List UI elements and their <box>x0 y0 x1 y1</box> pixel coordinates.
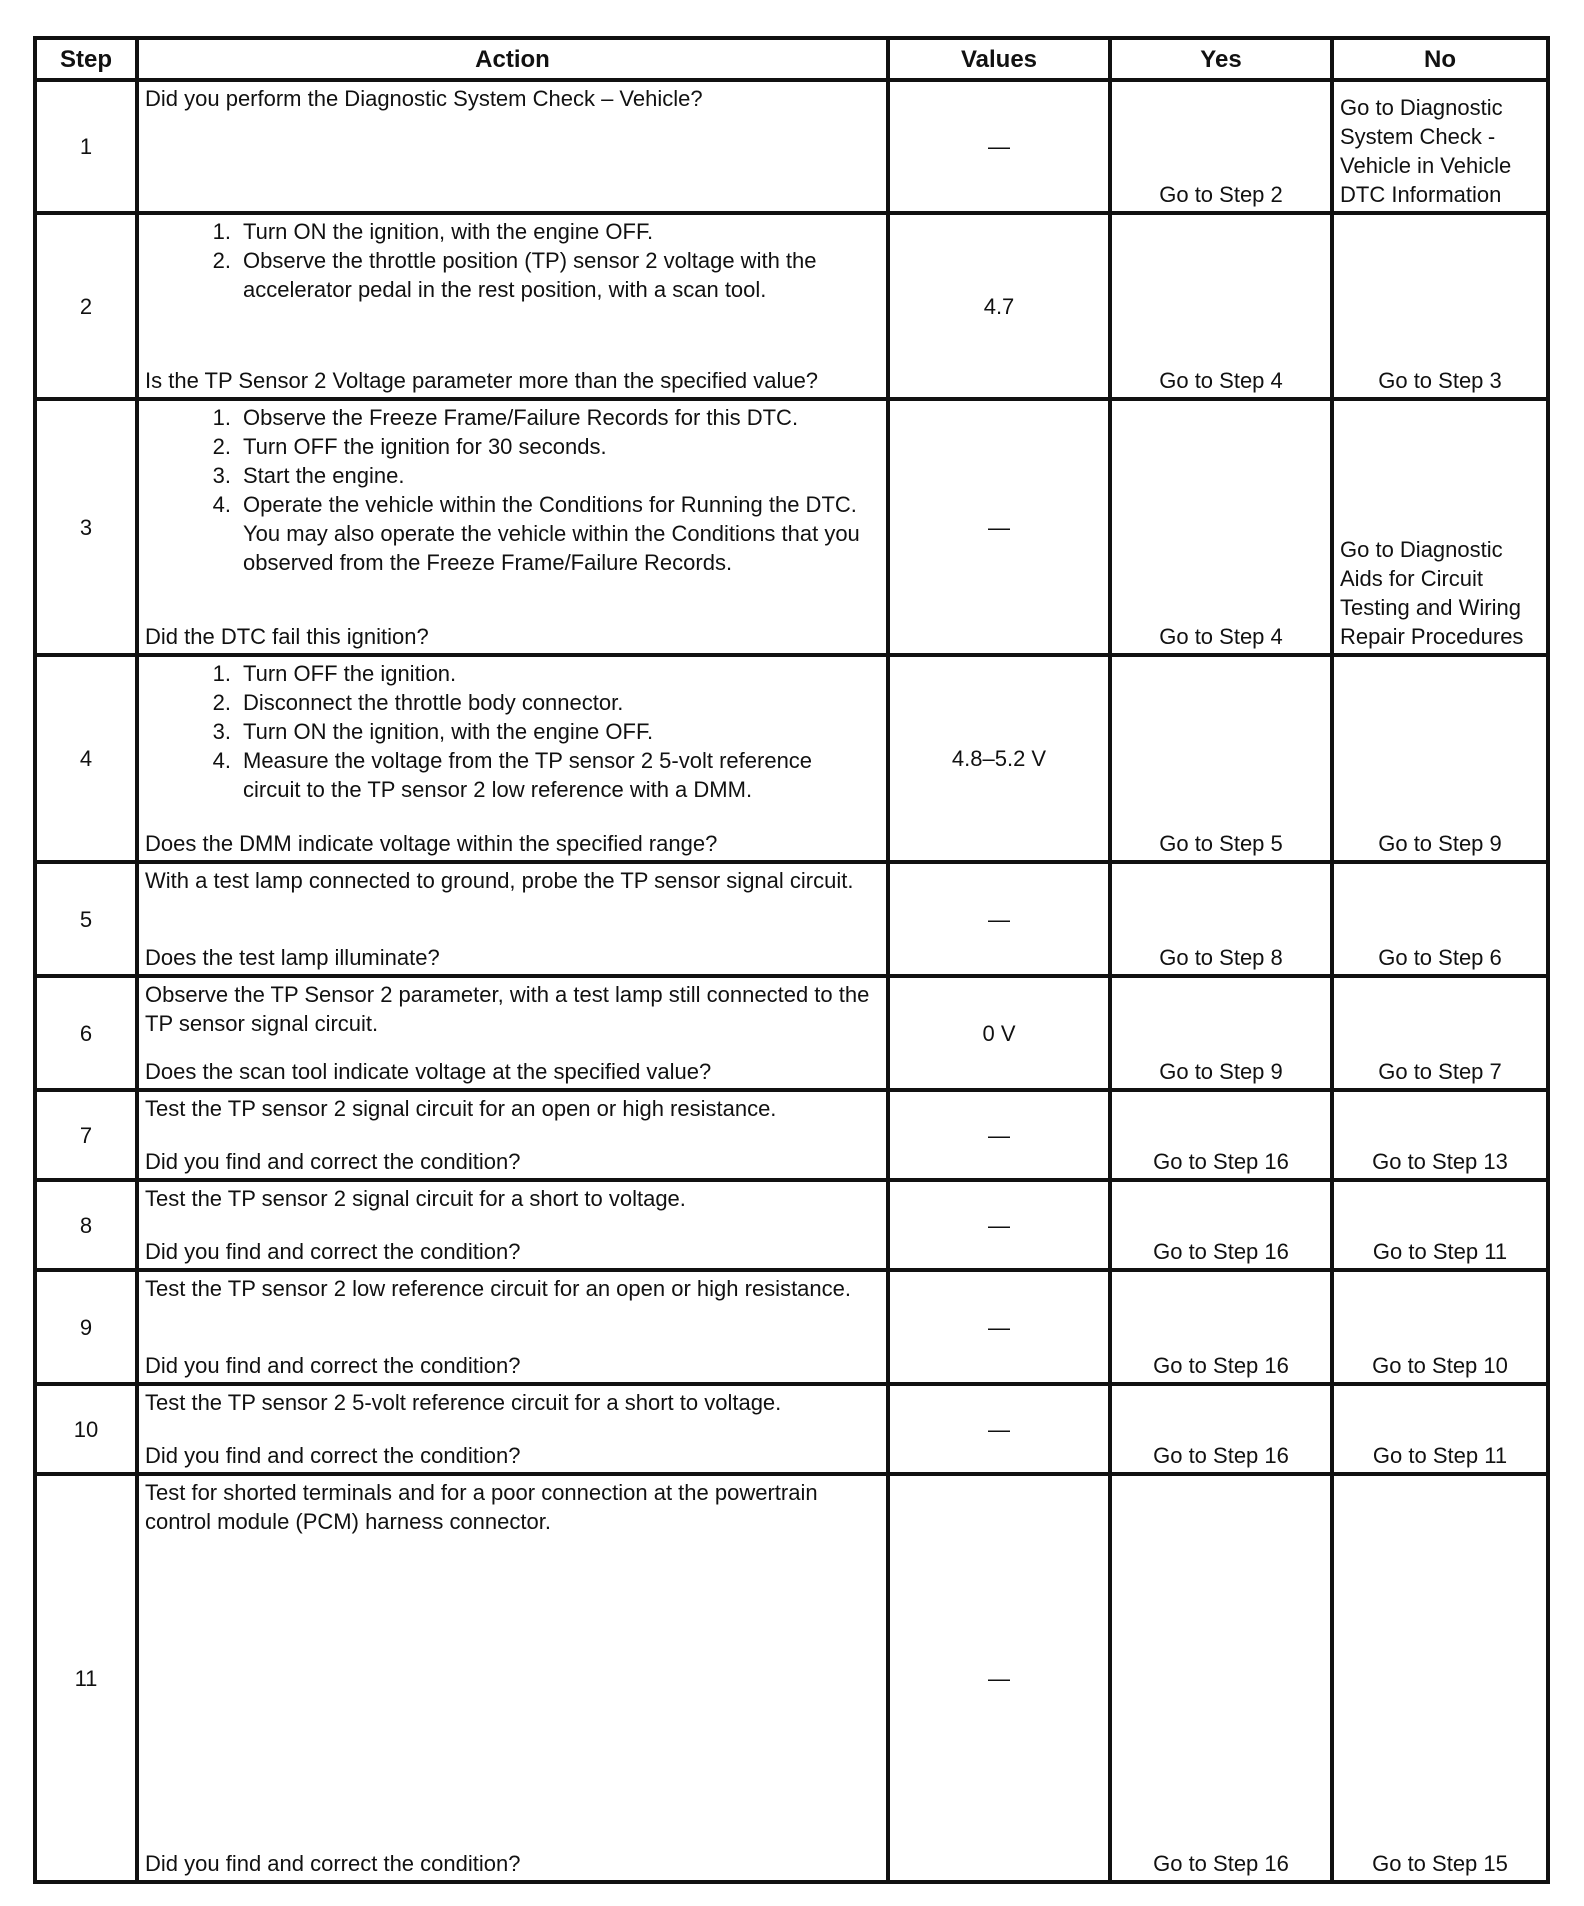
action-question: Did you find and correct the condition? <box>145 1353 521 1378</box>
action-top <box>145 1184 880 1213</box>
substep-item <box>145 246 880 304</box>
action-question: Did you find and correct the condition? <box>145 1149 521 1174</box>
no-link[interactable]: Go to Step 3 <box>1330 215 1546 397</box>
table-row <box>37 1092 1546 1182</box>
header-no: No <box>1330 40 1546 78</box>
action-question: Does the scan tool indicate voltage at the specified value? <box>145 1059 712 1084</box>
substep-item <box>145 490 880 577</box>
substep-number: 4. <box>212 492 231 517</box>
action-cell <box>135 82 886 211</box>
action-cell <box>135 1386 886 1472</box>
action-question: Did the DTC fail this ignition? <box>145 624 429 649</box>
action-question: Does the DMM indicate voltage within the specified range? <box>145 831 718 856</box>
action-cell <box>135 657 886 860</box>
substep-text: Turn OFF the ignition. <box>243 661 457 686</box>
value-cell: 4.8–5.2 V <box>886 657 1108 860</box>
table-row <box>37 401 1546 657</box>
substep-text: Start the engine. <box>243 463 405 488</box>
action-top <box>145 1094 880 1123</box>
action-top <box>145 1274 880 1303</box>
yes-link[interactable]: Go to Step 16 <box>1108 1182 1330 1268</box>
substep-text: Turn OFF the ignition for 30 seconds. <box>243 434 607 459</box>
action-content <box>145 866 880 972</box>
substep-text: Observe the throttle position (TP) sensor 2 voltage with the accelerator pedal in the rest position, with a scan tool. <box>243 248 817 302</box>
substep-number: 1. <box>212 405 231 430</box>
substep-number: 2. <box>212 434 231 459</box>
substep-number: 3. <box>212 719 231 744</box>
action-content <box>145 659 880 858</box>
substep-list <box>145 659 880 804</box>
action-cell <box>135 1476 886 1880</box>
step-number: 6 <box>79 1020 93 1046</box>
header-values: Values <box>886 40 1108 78</box>
header-action: Action <box>135 40 886 78</box>
action-content <box>145 1274 880 1380</box>
yes-link[interactable]: Go to Step 4 <box>1108 215 1330 397</box>
action-top <box>145 1478 880 1536</box>
substep-text: Observe the Freeze Frame/Failure Records for this DTC. <box>243 405 799 430</box>
action-intro: Test the TP sensor 2 signal circuit for an open or high resistance. <box>145 1096 777 1121</box>
no-link[interactable]: Go to Step 10 <box>1330 1272 1546 1382</box>
substep-number: 2. <box>212 248 231 273</box>
substep-text: Turn ON the ignition, with the engine OFF. <box>243 219 654 244</box>
action-question: Did you find and correct the condition? <box>145 1851 521 1876</box>
no-link[interactable]: Go to Step 6 <box>1330 864 1546 974</box>
value-cell: — <box>886 864 1108 974</box>
action-cell <box>135 978 886 1088</box>
action-top <box>145 1388 880 1417</box>
step-number: 5 <box>79 906 93 932</box>
value-cell: — <box>886 1092 1108 1178</box>
step-number: 11 <box>74 1665 98 1691</box>
action-content <box>145 403 880 651</box>
yes-link[interactable]: Go to Step 16 <box>1108 1476 1330 1880</box>
step-number: 3 <box>79 514 93 540</box>
action-intro: Observe the TP Sensor 2 parameter, with a test lamp still connected to the TP sensor signal circuit. <box>145 982 870 1036</box>
action-intro: Did you perform the Diagnostic System Check – Vehicle? <box>145 86 703 111</box>
action-cell <box>135 215 886 397</box>
substep-number: 4. <box>212 748 231 773</box>
substep-text: Measure the voltage from the TP sensor 2 5-volt reference circuit to the TP sensor 2 low reference with a DMM. <box>243 748 813 802</box>
substep-item <box>145 688 880 717</box>
action-intro: Test the TP sensor 2 low reference circuit for an open or high resistance. <box>145 1276 851 1301</box>
action-intro: With a test lamp connected to ground, probe the TP sensor signal circuit. <box>145 868 854 893</box>
table-row <box>37 1272 1546 1386</box>
action-question: Is the TP Sensor 2 Voltage parameter more than the specified value? <box>145 368 819 393</box>
action-content <box>145 1478 880 1878</box>
no-link[interactable]: Go to Step 11 <box>1330 1182 1546 1268</box>
step-number: 10 <box>73 1416 99 1442</box>
substep-text: Operate the vehicle within the Conditions for Running the DTC. You may also operate the vehicle within the Conditions that you observed from the Freeze Frame/Failure Records. <box>243 492 860 575</box>
yes-link[interactable]: Go to Step 5 <box>1108 657 1330 860</box>
action-content <box>145 217 880 395</box>
yes-link[interactable]: Go to Step 2 <box>1108 82 1330 211</box>
step-number: 9 <box>79 1314 93 1340</box>
action-top <box>145 84 880 113</box>
action-content <box>145 1184 880 1266</box>
substep-item <box>145 659 880 688</box>
action-top <box>145 217 880 304</box>
substep-number: 3. <box>212 463 231 488</box>
step-number: 8 <box>79 1212 93 1238</box>
substep-list <box>145 403 880 577</box>
table-row <box>37 1476 1546 1880</box>
table-row <box>37 978 1546 1092</box>
action-cell <box>135 1272 886 1382</box>
action-intro: Test for shorted terminals and for a poor connection at the powertrain control module (PCM) harness connector. <box>145 1480 818 1534</box>
action-intro: Test the TP sensor 2 signal circuit for a short to voltage. <box>145 1186 686 1211</box>
no-link[interactable]: Go to Step 13 <box>1330 1092 1546 1178</box>
table-row <box>37 657 1546 864</box>
action-top <box>145 980 880 1038</box>
action-cell <box>135 401 886 653</box>
action-top <box>145 866 880 895</box>
yes-link[interactable]: Go to Step 8 <box>1108 864 1330 974</box>
value-cell: — <box>886 401 1108 653</box>
substep-number: 1. <box>212 661 231 686</box>
table-row <box>37 864 1546 978</box>
action-content <box>145 1094 880 1176</box>
no-link[interactable]: Go to Step 15 <box>1330 1476 1546 1880</box>
yes-link[interactable]: Go to Step 16 <box>1108 1386 1330 1472</box>
yes-link[interactable]: Go to Step 16 <box>1108 1092 1330 1178</box>
substep-item <box>145 403 880 432</box>
no-link[interactable]: Go to Step 9 <box>1330 657 1546 860</box>
value-cell: 4.7 <box>886 215 1108 397</box>
value-cell: — <box>886 82 1108 211</box>
action-question: Does the test lamp illuminate? <box>145 945 440 970</box>
table-header-row <box>37 40 1546 82</box>
yes-link[interactable]: Go to Step 16 <box>1108 1272 1330 1382</box>
no-link[interactable]: Go to Diagnostic Aids for Circuit Testing and Wiring Repair Procedures <box>1330 401 1546 653</box>
substep-number: 1. <box>212 219 231 244</box>
action-cell <box>135 1092 886 1178</box>
action-cell <box>135 864 886 974</box>
substep-item <box>145 746 880 804</box>
header-step: Step <box>59 45 112 73</box>
table-row <box>37 1182 1546 1272</box>
substep-number: 2. <box>212 690 231 715</box>
table-row <box>37 1386 1546 1476</box>
action-intro: Test the TP sensor 2 5-volt reference circuit for a short to voltage. <box>145 1390 782 1415</box>
action-content <box>145 1388 880 1470</box>
action-cell <box>135 1182 886 1268</box>
no-link[interactable]: Go to Step 11 <box>1330 1386 1546 1472</box>
header-yes: Yes <box>1108 40 1330 78</box>
action-content <box>145 84 880 209</box>
substep-list <box>145 217 880 304</box>
value-cell: 0 V <box>886 978 1108 1088</box>
table-row <box>37 215 1546 401</box>
no-link[interactable]: Go to Step 7 <box>1330 978 1546 1088</box>
step-number: 7 <box>79 1122 93 1148</box>
step-number: 1 <box>79 134 93 159</box>
no-link[interactable]: Go to Diagnostic System Check - Vehicle in Vehicle DTC Information <box>1330 82 1546 211</box>
action-question: Did you find and correct the condition? <box>145 1443 521 1468</box>
action-top <box>145 403 880 577</box>
substep-item <box>145 461 880 490</box>
substep-text: Turn ON the ignition, with the engine OFF. <box>243 719 654 744</box>
action-question: Did you find and correct the condition? <box>145 1239 521 1264</box>
value-cell: — <box>886 1476 1108 1880</box>
step-number: 4 <box>79 746 93 771</box>
action-content <box>145 980 880 1086</box>
substep-item <box>145 717 880 746</box>
yes-link[interactable]: Go to Step 4 <box>1108 401 1330 653</box>
diagnostic-table <box>33 36 1550 1884</box>
action-top <box>145 659 880 804</box>
substep-item <box>145 217 880 246</box>
value-cell: — <box>886 1386 1108 1472</box>
substep-item <box>145 432 880 461</box>
value-cell: — <box>886 1182 1108 1268</box>
value-cell: — <box>886 1272 1108 1382</box>
table-row <box>37 82 1546 215</box>
substep-text: Disconnect the throttle body connector. <box>243 690 624 715</box>
step-number: 2 <box>79 293 93 319</box>
yes-link[interactable]: Go to Step 9 <box>1108 978 1330 1088</box>
